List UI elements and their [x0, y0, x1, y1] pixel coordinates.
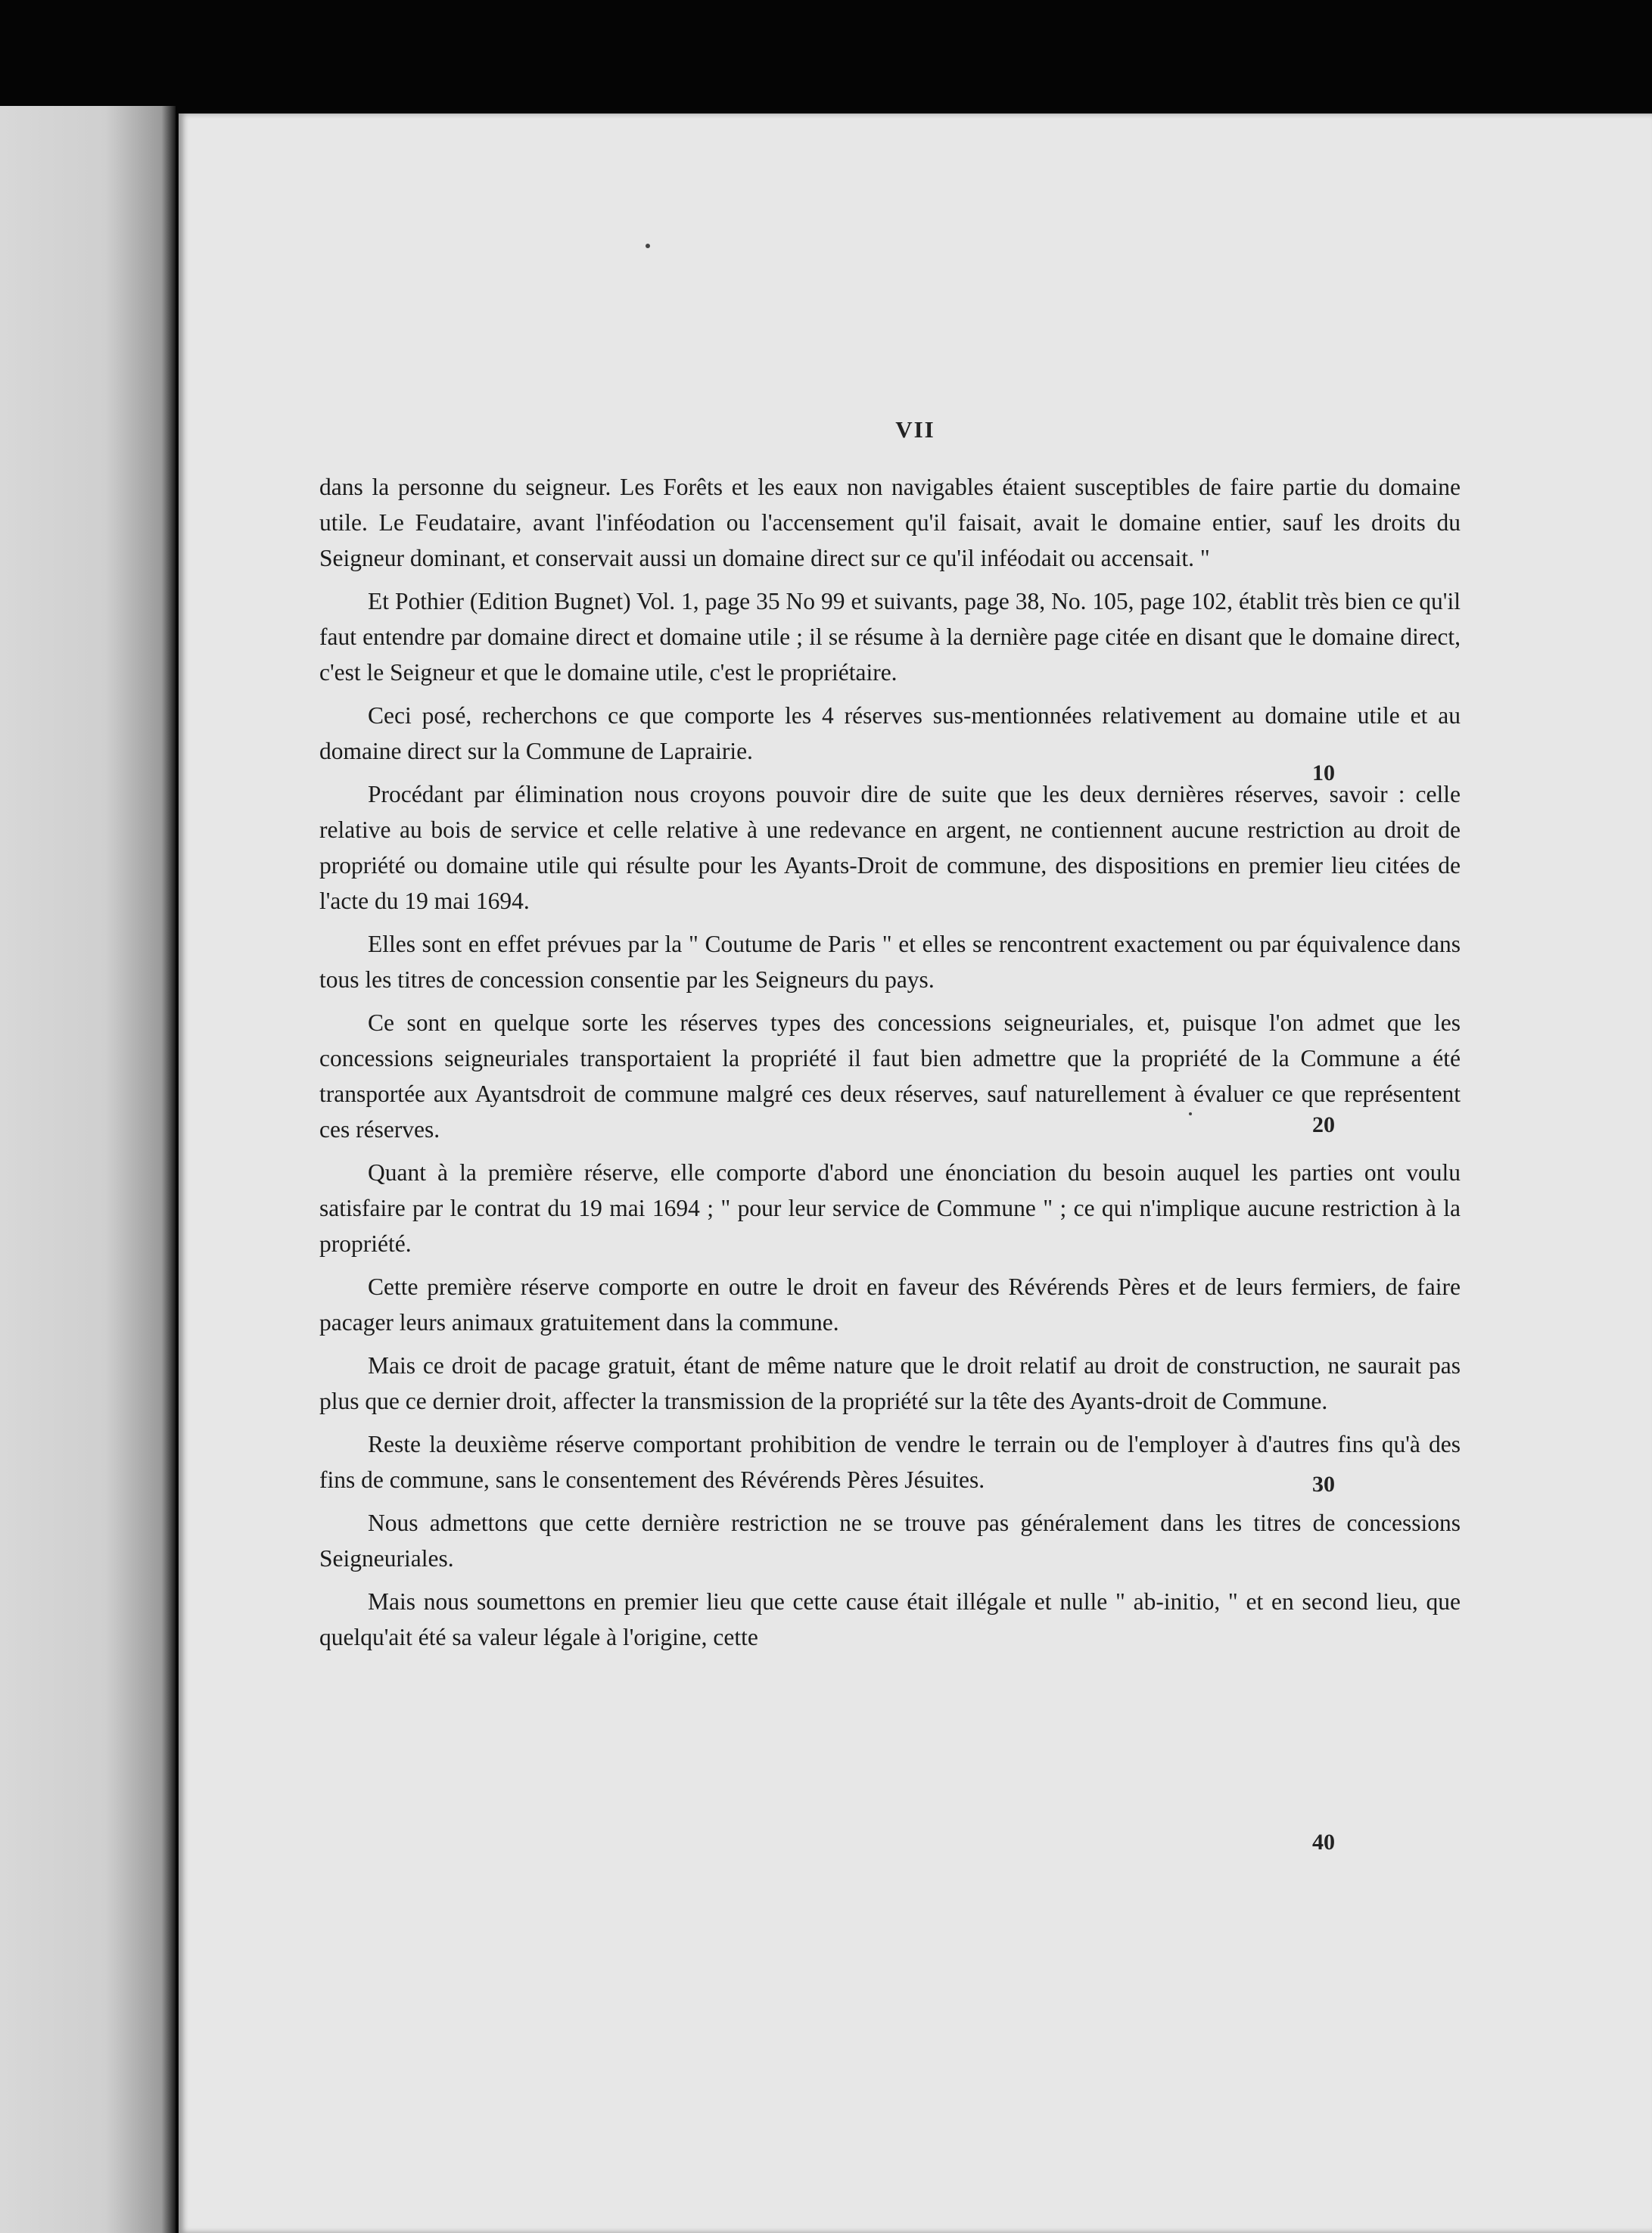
paragraph: Ce sont en quelque sorte les réserves types des concessions seigneuriales, et, puisque l'on admet que les concessions seigneuriales transportaient la propriété il faut bien admettre que la propriété de la Commune a été transportée aux Ayantsdroit de commune malgré ces deux réserves, sauf naturellement à évaluer ce que représentent ces réserves. [319, 1009, 1461, 1143]
paragraph: Cette première réserve comporte en outre le droit en faveur des Révérends Pères et de leurs fermiers, de faire pacager leurs animaux gratuitement dans la commune. [319, 1274, 1461, 1336]
facing-page-edge [0, 106, 176, 2233]
paragraph: Quant à la première réserve, elle comporte d'abord une énonciation du besoin auquel les parties ont voulu satisfaire par le contrat du 19 mai 1694 ; " pour leur service de Commune " ; ce qui n'implique aucune restriction à la propriété. [319, 1159, 1461, 1257]
paragraph: Procédant par élimination nous croyons pouvoir dire de suite que les deux dernières réserves, savoir : celle relative au bois de service et celle relative à une redevance en argent, ne contiennent aucune restriction au droit de propriété ou domaine utile qui résulte pour les Ayants-Droit de commune, des dispositions en premier lieu citées de l'acte du 19 mai 1694. [319, 781, 1461, 914]
line-number: 40 [1312, 1830, 1335, 1855]
paragraph: Et Pothier (Edition Bugnet) Vol. 1, page 35 No 99 et suivants, page 38, No. 105, page 102, établit très bien ce qu'il faut entendre par domaine direct et domaine utile ; il se résume à la dernière page citée en disant que le domaine direct, c'est le Seigneur et que le domaine utile, c'est le propriétaire. [319, 588, 1461, 686]
line-number: 30 [1312, 1472, 1335, 1497]
line-number: 20 [1312, 1112, 1335, 1137]
paragraph: Elles sont en effet prévues par la " Coutume de Paris " et elles se rencontrent exactement ou par équivalence dans tous les titres de concession consentie par les Seigneurs du pays. [319, 931, 1461, 993]
paragraph: Mais ce droit de pacage gratuit, étant de même nature que le droit relatif au droit de construction, ne saurait pas plus que ce dernier droit, affecter la transmission de la propriété sur la tête des Ayants-droit de Commune. [319, 1352, 1461, 1414]
paragraph: Ceci posé, recherchons ce que comporte les 4 réserves sus-mentionnées relativement au domaine utile et au domaine direct sur la Commune de Laprairie. [319, 702, 1461, 764]
paragraph: Mais nous soumettons en premier lieu que cette cause était illégale et nulle " ab-initio, " et en second lieu, que quelqu'ait été sa valeur légale à l'origine, cette [319, 1588, 1461, 1650]
paragraph: Reste la deuxième réserve comportant prohibition de vendre le terrain ou de l'employer à d'autres fins qu'à des fins de commune, sans le consentement des Révérends Pères Jésuites. [319, 1431, 1461, 1493]
paragraph: Nous admettons que cette dernière restriction ne se trouve pas généralement dans les titres de concessions Seigneuriales. [319, 1510, 1461, 1572]
body-text [319, 469, 1461, 1662]
paragraph: dans la personne du seigneur. Les Forêts et les eaux non navigables étaient susceptibles de faire partie du domaine utile. Le Feudataire, avant l'inféodation ou l'accensement qu'il faisait, avait le domaine entier, sauf les droits du Seigneur dominant, et conservait aussi un domaine direct sur ce qu'il inféodait ou accensait. " [319, 474, 1461, 571]
line-number: 10 [1312, 760, 1335, 785]
page-folio: VII [895, 416, 935, 443]
dust-speck [646, 244, 650, 248]
document-page [179, 114, 1652, 2233]
